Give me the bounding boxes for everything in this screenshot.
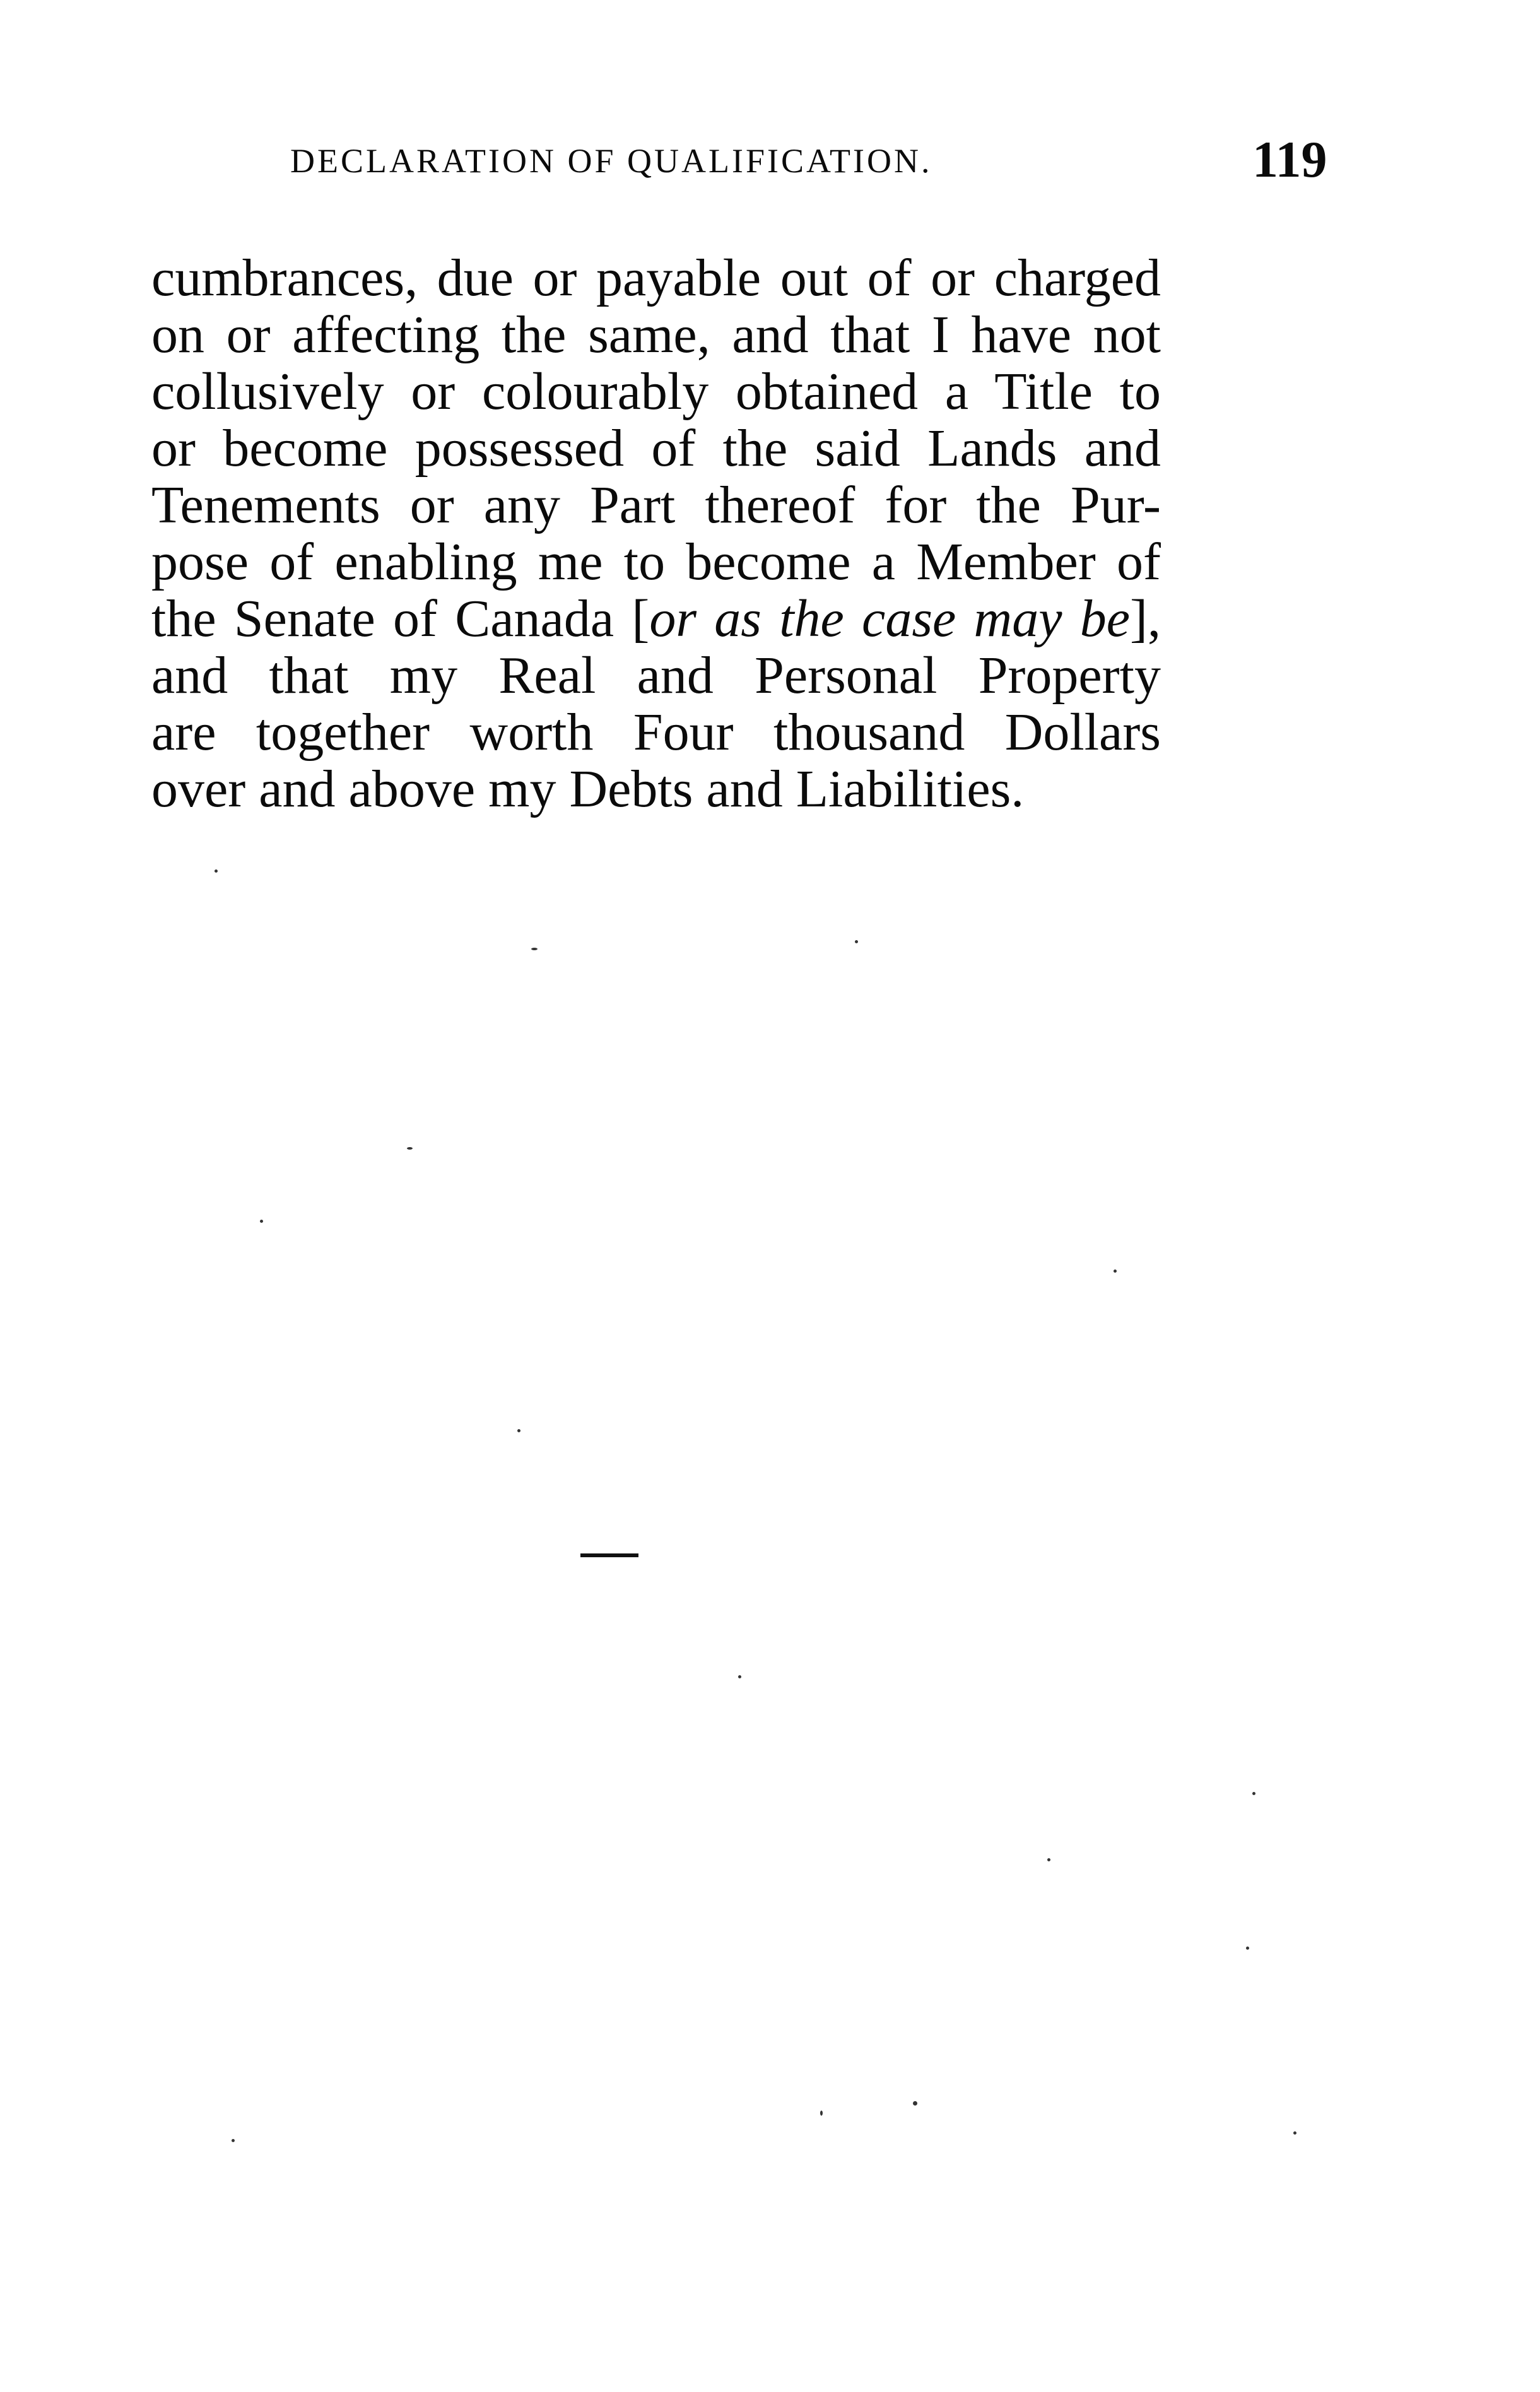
text-line: cumbrances, due or payable out of or charged (151, 249, 1161, 307)
scan-speck (232, 2139, 235, 2142)
text-line: pose of enabling me to become a Member of (151, 533, 1161, 591)
text-line: over and above my Debts and Liabilities. (151, 760, 1025, 818)
text-line: collusively or colourably obtained a Title to (151, 362, 1161, 421)
page-number: 119 (1252, 131, 1327, 188)
scan-speck (407, 1147, 413, 1150)
text-segment: ], (1130, 589, 1161, 648)
running-head: DECLARATION OF QUALIFICATION. (290, 142, 932, 180)
scan-speck (1047, 1858, 1050, 1861)
body-paragraph (151, 250, 1161, 818)
scan-speck (855, 940, 858, 943)
text-line: Tenements or any Part thereof for the Pur- (151, 476, 1161, 534)
scan-speck (1293, 2131, 1296, 2135)
text-line: on or affecting the same, and that I have not (151, 305, 1161, 364)
text-line: or become possessed of the said Lands and (151, 419, 1161, 478)
scan-speck (738, 1675, 741, 1678)
text-segment: the Senate of Canada [ (151, 589, 650, 648)
scan-speck (820, 2111, 823, 2116)
end-rule (580, 1553, 638, 1557)
scan-speck (1246, 1947, 1249, 1950)
text-line: are together worth Four thousand Dollars (151, 703, 1161, 762)
text-line: and that my Real and Personal Property (151, 646, 1161, 705)
scan-speck (1252, 1792, 1255, 1795)
scan-speck (1114, 1270, 1117, 1273)
scan-speck (260, 1220, 263, 1223)
italic-phrase: or as the case may be (649, 589, 1131, 648)
text-line (151, 591, 1161, 647)
scan-speck (215, 869, 218, 873)
scan-speck (517, 1429, 520, 1432)
scan-speck (531, 948, 538, 950)
scan-speck (913, 2101, 917, 2106)
